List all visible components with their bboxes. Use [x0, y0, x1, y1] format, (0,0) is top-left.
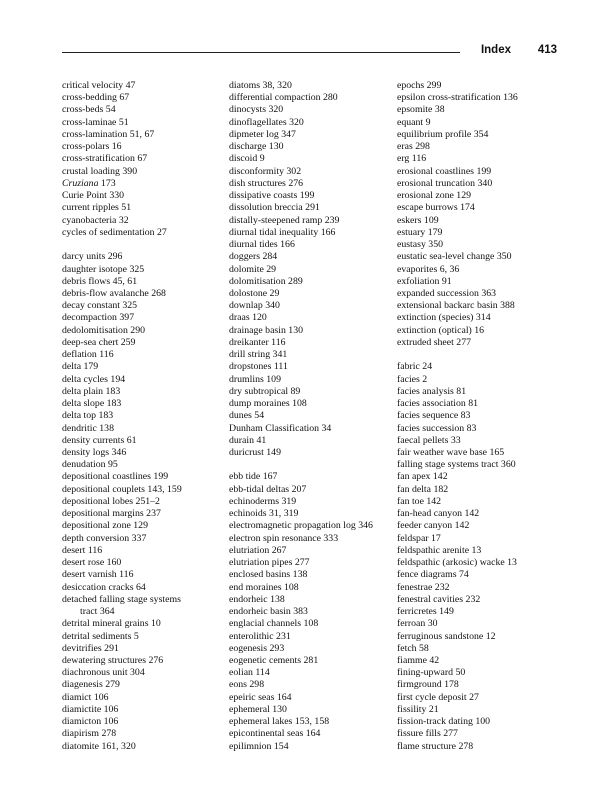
- index-entry: equilibrium profile 354: [397, 128, 489, 140]
- index-entry: first cycle deposit 27: [397, 691, 479, 703]
- index-entry: doggers 284: [229, 251, 278, 263]
- index-entry: differential compaction 280: [229, 92, 338, 104]
- index-entry: feldspathic arenite 13: [397, 544, 482, 556]
- index-column-3: [397, 80, 567, 753]
- index-entry: fiamme 42: [397, 655, 440, 666]
- index-entry: dolomitisation 289: [229, 275, 303, 287]
- index-entry: detrital sediments 5: [62, 630, 139, 642]
- index-entry: detrital mineral grains 10: [62, 618, 161, 630]
- index-entry: depositional couplets 143, 159: [62, 483, 182, 495]
- index-entry: diatoms 38, 320: [229, 80, 292, 91]
- index-entry: epochs 299: [397, 80, 442, 91]
- index-entry: evaporites 6, 36: [397, 263, 460, 275]
- index-entry: dendritic 138: [62, 422, 114, 434]
- index-entry: eustatic sea-level change 350: [397, 251, 512, 263]
- index-entry: escape burrows 174: [397, 202, 475, 214]
- entry-group: [229, 471, 394, 752]
- index-entry: eras 298: [397, 141, 430, 153]
- index-entry: enterolithic 231: [229, 630, 291, 642]
- index-entry: cyanobacteria 32: [62, 214, 129, 226]
- index-entry: dissolution breccia 291: [229, 202, 320, 214]
- index-entry: durain 41: [229, 434, 267, 446]
- index-entry-continuation: tract 364: [80, 606, 115, 618]
- header-rule: [62, 52, 460, 53]
- index-entry: extruded sheet 277: [397, 336, 471, 348]
- index-entry: fan apex 142: [397, 471, 448, 483]
- index-entry: cycles of sedimentation 27: [62, 226, 167, 238]
- index-entry: dolomite 29: [229, 263, 277, 275]
- index-entry: cross-lamination 51, 67: [62, 128, 155, 140]
- index-entry: electromagnetic propagation log 346: [229, 520, 373, 532]
- index-entry: dedolomitisation 290: [62, 324, 145, 336]
- index-entry: fan-head canyon 142: [397, 508, 480, 520]
- index-entry: firmground 178: [397, 679, 459, 691]
- index-entry: erg 116: [397, 153, 427, 165]
- index-entry: diamicton 106: [62, 716, 119, 728]
- index-entry: eustasy 350: [397, 239, 443, 251]
- index-column-1: [62, 80, 230, 753]
- index-entry: ebb-tidal deltas 207: [229, 483, 307, 495]
- index-entry: fission-track dating 100: [397, 716, 491, 728]
- index-entry: feeder canyon 142: [397, 520, 470, 532]
- index-entry: delta 179: [62, 361, 99, 373]
- index-entry: eons 298: [229, 679, 265, 691]
- index-entry: decay constant 325: [62, 300, 138, 312]
- index-entry: drumlins 109: [229, 373, 281, 385]
- index-entry: echinoids 31, 319: [229, 508, 299, 520]
- index-entry: facies 2: [397, 373, 428, 385]
- index-entry: critical velocity 47: [62, 80, 136, 91]
- index-entry: fair weather wave base 165: [397, 447, 505, 459]
- index-entry: facies analysis 81: [397, 385, 467, 397]
- index-entry: dump moraines 108: [229, 398, 307, 410]
- index-entry: eogenesis 293: [229, 642, 285, 654]
- entry-group: [62, 80, 230, 178]
- index-entry: current ripples 51: [62, 202, 132, 214]
- index-entry: epsilon cross-stratification 136: [397, 92, 518, 104]
- index-entry: dissipative coasts 199: [229, 190, 315, 202]
- index-entry: dry subtropical 89: [229, 385, 301, 397]
- index-entry: delta plain 183: [62, 385, 121, 397]
- index-entry: debris-flow avalanche 268: [62, 287, 166, 299]
- index-entry: elutriation 267: [229, 544, 287, 556]
- index-entry: endorheic basin 383: [229, 606, 308, 618]
- index-entry: epeiric seas 164: [229, 691, 292, 703]
- index-entry: flame structure 278: [397, 740, 474, 752]
- index-entry: devitrifies 291: [62, 642, 119, 654]
- index-entry: diatomite 161, 320: [62, 740, 136, 752]
- index-entry: eolian 114: [229, 667, 270, 679]
- group-gap: [62, 239, 230, 251]
- index-entry: exfoliation 91: [397, 275, 452, 287]
- entry-group: [397, 361, 567, 753]
- index-entry: ephemeral lakes 153, 158: [229, 716, 330, 728]
- group-gap: [397, 349, 567, 361]
- index-entry: dipmeter log 347: [229, 128, 296, 140]
- entry-group: [62, 618, 230, 753]
- index-entry: ferruginous sandstone 12: [397, 630, 496, 642]
- running-header: [62, 42, 557, 62]
- index-entry: draas 120: [229, 312, 267, 324]
- index-entry: depth conversion 337: [62, 532, 147, 544]
- index-entry: dunes 54: [229, 410, 265, 422]
- index-entry: elutriation pipes 277: [229, 557, 310, 569]
- index-entry: fan delta 182: [397, 483, 449, 495]
- index-entry: fence diagrams 74: [397, 569, 469, 581]
- index-entry: facies association 81: [397, 398, 479, 410]
- index-entry: estuary 179: [397, 226, 443, 238]
- index-entry: extensional backarc basin 388: [397, 300, 515, 312]
- index-entry: deflation 116: [62, 349, 114, 361]
- index-entry: debris flows 45, 61: [62, 275, 138, 287]
- index-entry: diurnal tides 166: [229, 239, 295, 251]
- index-entry: dinocysts 320: [229, 104, 284, 116]
- entry-group: [397, 80, 567, 349]
- index-entry: facies succession 83: [397, 422, 477, 434]
- index-entry: desert rose 160: [62, 557, 122, 569]
- index-entry: echinoderms 319: [229, 495, 297, 507]
- index-entry: ferricretes 149: [397, 606, 454, 618]
- index-entry: detached falling stage systems: [62, 593, 181, 605]
- index-entry: diurnal tidal inequality 166: [229, 226, 336, 238]
- index-entry: dreikanter 116: [229, 336, 286, 348]
- index-entry: discoid 9: [229, 153, 265, 165]
- index-entry: end moraines 108: [229, 581, 299, 593]
- index-entry: ebb tide 167: [229, 471, 278, 483]
- group-gap: [229, 459, 394, 471]
- index-entry: depositional margins 237: [62, 508, 161, 520]
- index-entry: fining-upward 50: [397, 667, 466, 679]
- index-entry: Dunham Classification 34: [229, 422, 332, 434]
- index-entry: drill string 341: [229, 349, 288, 361]
- index-entry: discharge 130: [229, 141, 284, 153]
- index-entry: fetch 58: [397, 642, 429, 654]
- index-entry: endorheic 138: [229, 593, 285, 605]
- index-entry: delta cycles 194: [62, 373, 126, 385]
- index-entry: fenestral cavities 232: [397, 593, 481, 605]
- index-entry: ephemeral 130: [229, 703, 287, 715]
- index-entry: diapirism 278: [62, 728, 117, 740]
- index-entry: diachronous unit 304: [62, 667, 145, 679]
- entry-group: [229, 80, 394, 459]
- index-entry: crustal loading 390: [62, 165, 138, 177]
- index-entry: daughter isotope 325: [62, 263, 145, 275]
- index-entry: epicontinental seas 164: [229, 728, 321, 740]
- index-entry: dolostone 29: [229, 287, 280, 299]
- index-entry: denudation 95: [62, 459, 118, 471]
- index-entry: epilimnion 154: [229, 740, 289, 752]
- header-label: Index: [480, 44, 511, 56]
- index-entry: delta slope 183: [62, 398, 122, 410]
- index-entry: erosional coastlines 199: [397, 165, 492, 177]
- index-entry: dewatering structures 276: [62, 655, 164, 666]
- index-entry: desiccation cracks 64: [62, 581, 146, 593]
- index-entry: drainage basin 130: [229, 324, 303, 336]
- index-entry: fissure fills 277: [397, 728, 458, 740]
- index-entry: facies sequence 83: [397, 410, 471, 422]
- index-entry: equant 9: [397, 116, 431, 128]
- index-entry: density currents 61: [62, 434, 137, 446]
- index-entry: extinction (optical) 16: [397, 324, 485, 336]
- index-entry: erosional zone 129: [397, 190, 471, 202]
- index-entry: eskers 109: [397, 214, 439, 226]
- index-entry: dinoflagellates 320: [229, 116, 304, 128]
- index-entry: depositional zone 129: [62, 520, 148, 532]
- index-entry: [62, 178, 230, 190]
- index-entry: desert 116: [62, 544, 103, 556]
- index-entry: faecal pellets 33: [397, 434, 461, 446]
- index-entry: fissility 21: [397, 703, 439, 715]
- index-entry: duricrust 149: [229, 447, 281, 459]
- index-entry: expanded succession 363: [397, 287, 497, 299]
- index-entry: epsomite 38: [397, 104, 445, 116]
- index-entry: diamict 106: [62, 691, 109, 703]
- index-entry-term: Cruziana: [62, 177, 99, 189]
- entry-group: [62, 190, 230, 239]
- index-entry: Curie Point 330: [62, 190, 125, 202]
- index-entry: enclosed basins 138: [229, 569, 308, 581]
- index-entry-page: 173: [98, 177, 116, 189]
- index-entry: dish structures 276: [229, 177, 304, 189]
- index-entry: dropstones 111: [229, 361, 288, 373]
- index-entry: decompaction 397: [62, 312, 135, 324]
- index-entry: cross-beds 54: [62, 104, 116, 116]
- index-entry: englacial channels 108: [229, 618, 319, 630]
- index-entry: downlap 340: [229, 300, 280, 312]
- index-entry: diagenesis 279: [62, 679, 120, 691]
- index-entry: extinction (species) 314: [397, 312, 491, 324]
- index-entry: ferroan 30: [397, 618, 438, 630]
- index-entry: desert varnish 116: [62, 569, 134, 581]
- index-entry: depositional lobes 251–2: [62, 495, 160, 507]
- index-entry: delta top 183: [62, 410, 114, 422]
- index-entry: erosional truncation 340: [397, 177, 493, 189]
- entry-group: [62, 251, 230, 594]
- index-entry: fabric 24: [397, 361, 433, 373]
- index-entry: cross-polars 16: [62, 141, 122, 153]
- index-entry: feldspar 17: [397, 532, 441, 544]
- index-entry: cross-bedding 67: [62, 92, 130, 104]
- index-column-2: [229, 80, 394, 753]
- index-entry: electron spin resonance 333: [229, 532, 339, 544]
- index-entry: feldspathic (arkosic) wacke 13: [397, 557, 517, 569]
- index-entry: fan toe 142: [397, 495, 442, 507]
- index-entry: distally-steepened ramp 239: [229, 214, 340, 226]
- page-number: 413: [537, 44, 557, 56]
- index-entry: fenestrae 232: [397, 581, 450, 593]
- index-entry: cross-laminae 51: [62, 116, 129, 128]
- index-entry: depositional coastlines 199: [62, 471, 169, 483]
- index-entry: eogenetic cements 281: [229, 655, 319, 666]
- index-entry: disconformity 302: [229, 165, 302, 177]
- index-entry: diamictite 106: [62, 703, 119, 715]
- index-entry: density logs 346: [62, 447, 127, 459]
- index-entry: cross-stratification 67: [62, 153, 148, 165]
- index-entry: darcy units 296: [62, 251, 123, 263]
- index-entry: deep-sea chert 259: [62, 336, 136, 348]
- index-entry: falling stage systems tract 360: [397, 459, 516, 471]
